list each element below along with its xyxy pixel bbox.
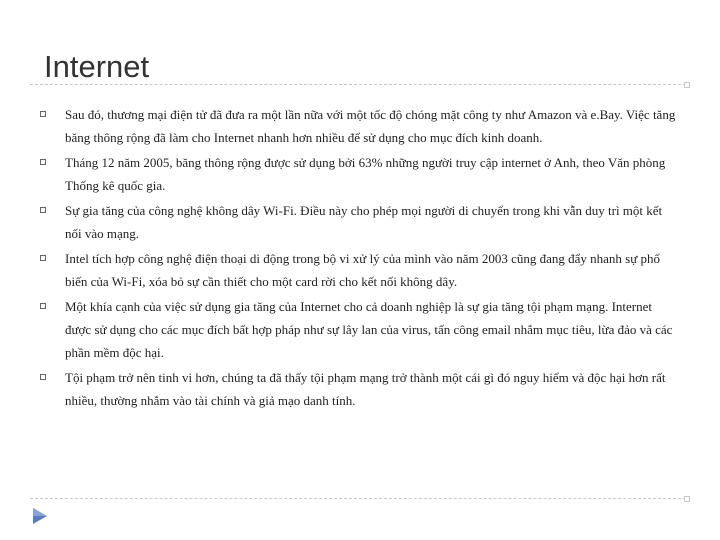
square-bullet-icon	[40, 303, 46, 309]
bullet-item	[40, 199, 680, 245]
square-bullet-icon	[40, 111, 46, 117]
square-bullet-icon	[40, 159, 46, 165]
bullet-item	[40, 151, 680, 197]
slide-title: Internet	[44, 49, 150, 84]
bullet-list	[40, 103, 680, 414]
bullet-item	[40, 247, 680, 293]
bullet-text: Sau đó, thương mại điện tử đã đưa ra một lần nữa với một tốc độ chóng mặt công ty như Amazon và e.Bay. Việc tăng băng thông rộng đã làm cho Internet nhanh hơn nhiều để sử dụng cho mục đích kinh doanh.	[65, 107, 676, 145]
footer-divider	[30, 498, 686, 499]
bullet-text: Intel tích hợp công nghệ điện thoại di động trong bộ vi xử lý của mình vào năm 2003 cũng đang đẩy nhanh sự phổ biến của Wi-Fi, xóa bỏ sự cần thiết cho một card rời cho kết nối không dây.	[65, 251, 661, 289]
triangle-nav-icon[interactable]	[30, 506, 50, 526]
bullet-text: Một khía cạnh của việc sử dụng gia tăng của Internet cho cả doanh nghiệp là sự gia tăng tội phạm mạng. Internet được sử dụng cho các mục đích bất hợp pháp như sự lây lan của virus, tấn công email nhắm mục tiêu, lừa đảo và các phần mềm độc hại.	[65, 299, 673, 360]
square-bullet-icon	[40, 374, 46, 380]
bullet-item	[40, 295, 680, 364]
bullet-text: Tội phạm trở nên tinh vi hơn, chúng ta đã thấy tội phạm mạng trở thành một cái gì đó nguy hiểm và độc hại hơn rất nhiều, thường nhắm vào tài chính và giả mạo danh tính.	[65, 370, 666, 408]
divider-end-marker	[684, 496, 690, 502]
title-divider	[30, 84, 686, 85]
bullet-item	[40, 103, 680, 149]
square-bullet-icon	[40, 255, 46, 261]
bullet-item	[40, 366, 680, 412]
bullet-text: Tháng 12 năm 2005, băng thông rộng được sử dụng bởi 63% những người truy cập internet ở Anh, theo Văn phòng Thống kê quốc gia.	[65, 155, 666, 193]
bullet-text: Sự gia tăng của công nghệ không dây Wi-Fi. Điều này cho phép mọi người di chuyển trong khi vẫn duy trì một kết nối vào mạng.	[65, 203, 663, 241]
divider-end-marker	[684, 82, 690, 88]
square-bullet-icon	[40, 207, 46, 213]
